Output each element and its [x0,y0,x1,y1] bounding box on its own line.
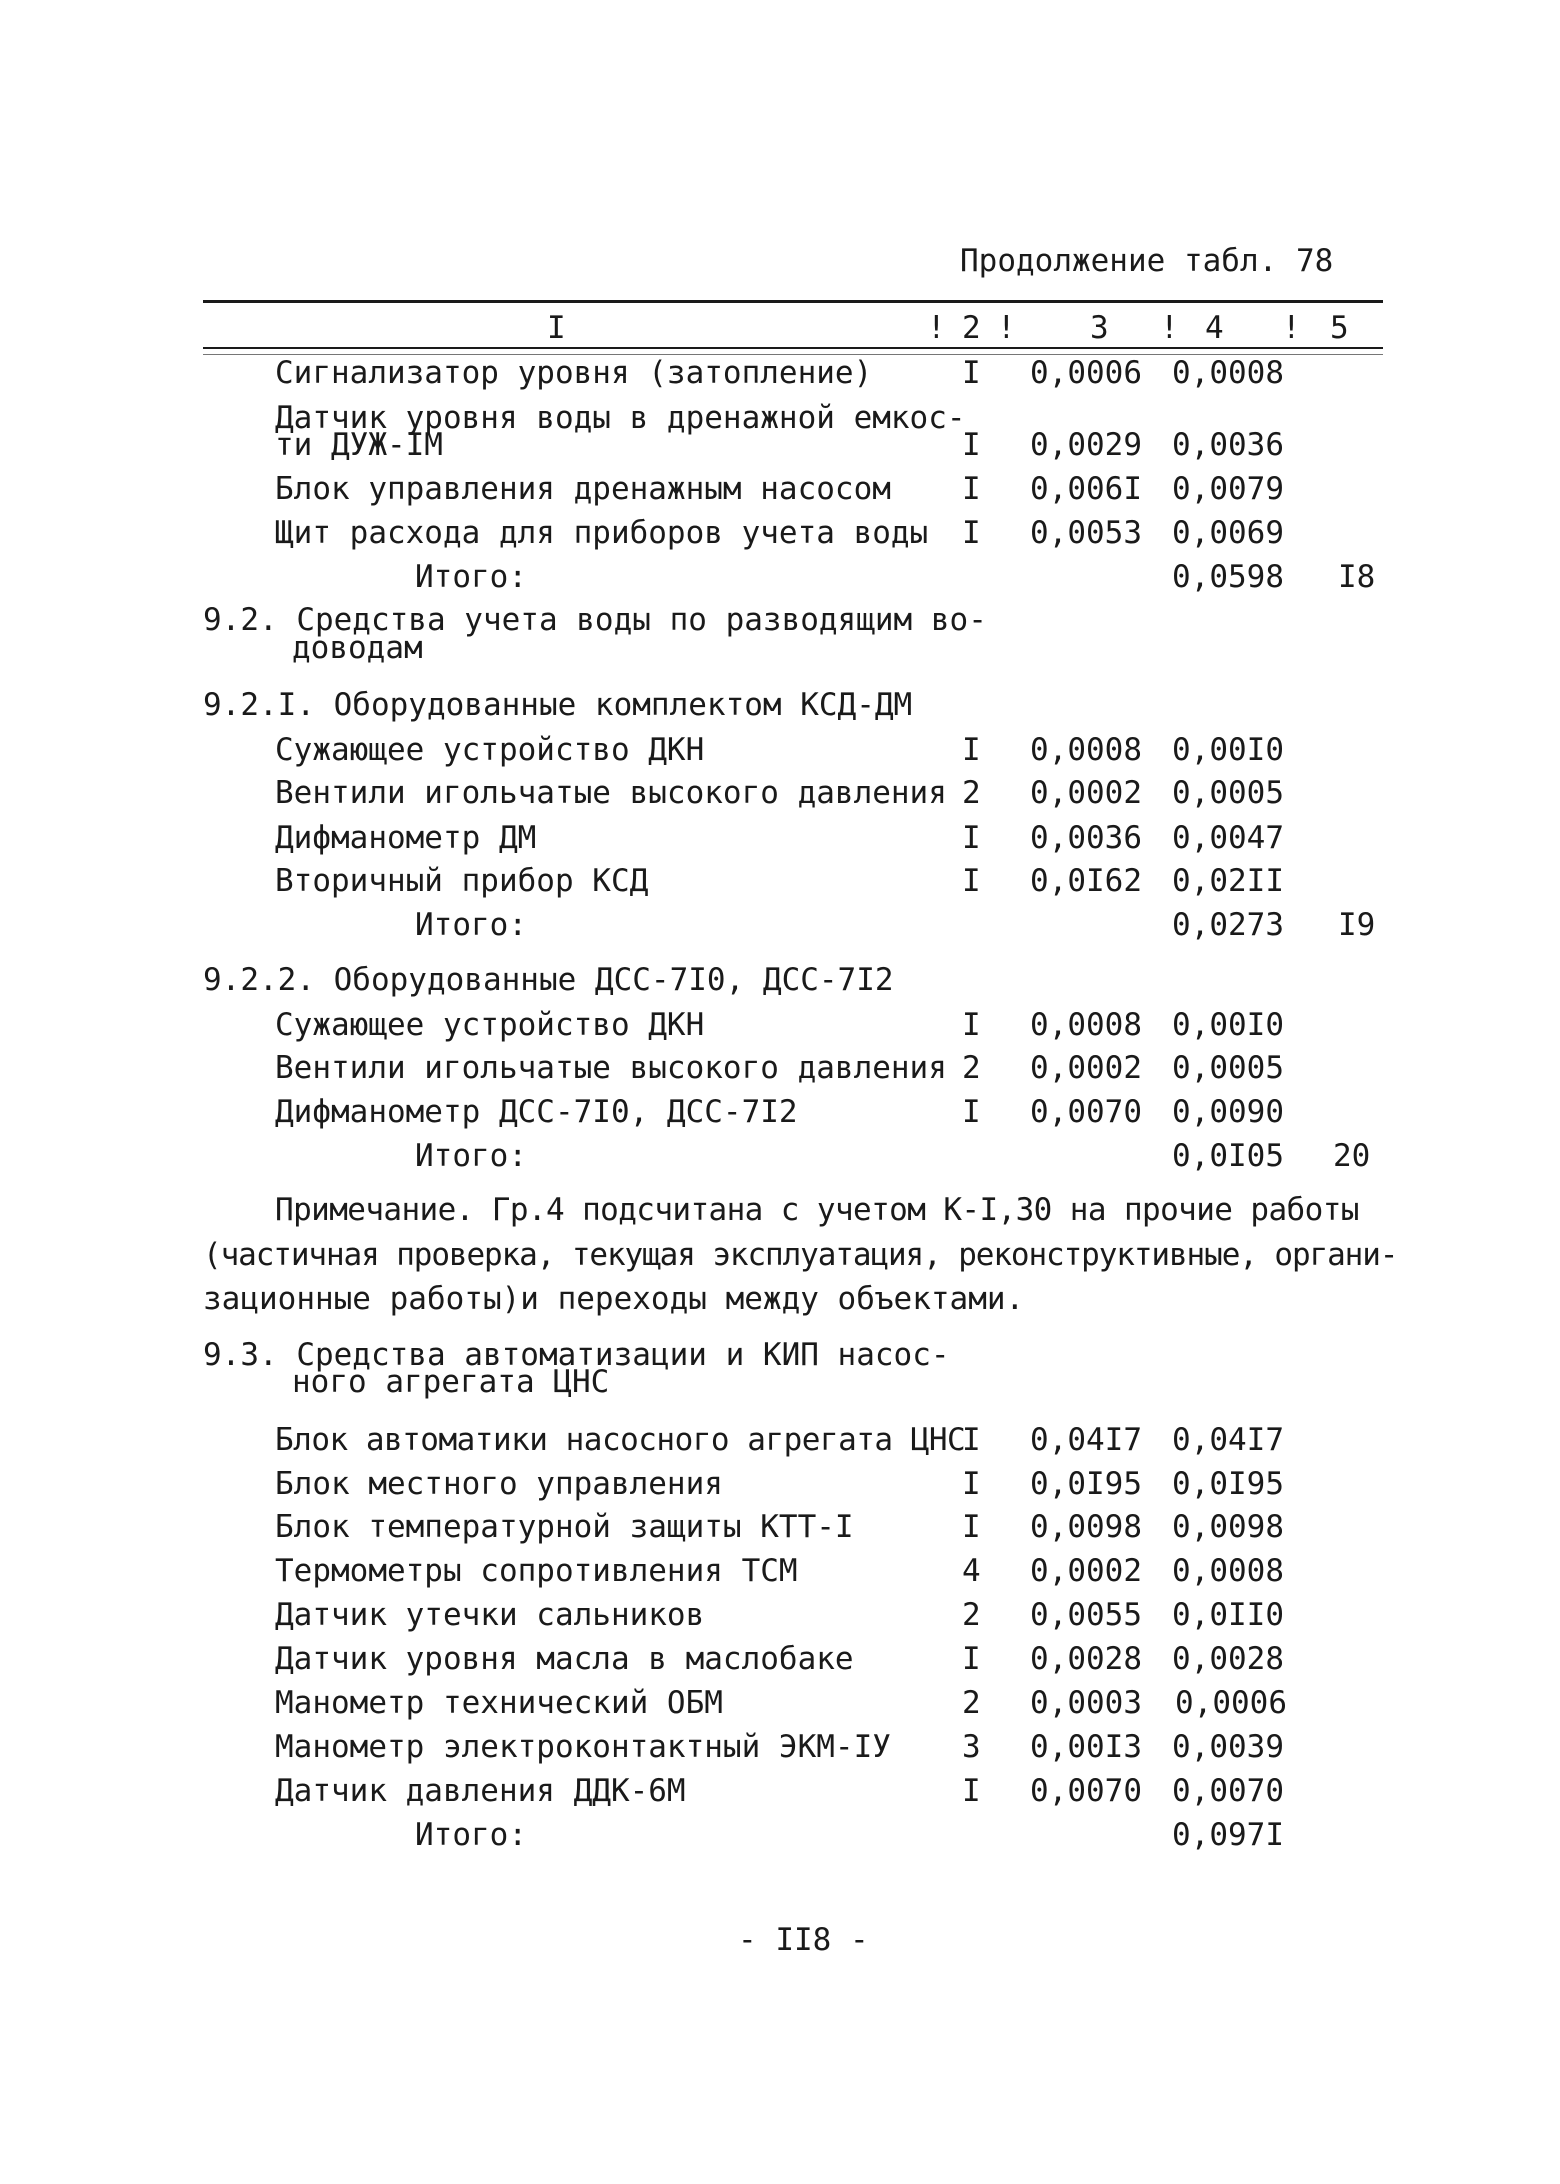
row-unit: 0,0I95 [1030,1466,1142,1502]
row-total: 0,0079 [1172,471,1284,507]
row-qty: I [962,863,981,899]
row-qty: I [962,1422,981,1458]
row-name: Блок температурной защиты КТТ-I [275,1509,854,1545]
row-unit: 0,0008 [1030,1007,1142,1043]
subsection-heading: 9.2.2. Оборудованные ДСС-7I0, ДСС-7I2 [203,962,894,998]
section-heading-line1: 9.3. Средства автоматизации и КИП насос- [203,1337,950,1373]
row-name: Вторичный прибор КСД [275,863,649,899]
row-total: 0,0005 [1172,1050,1284,1086]
row-total: 0,0070 [1172,1773,1284,1809]
subtotal-label: Итого: [415,907,527,943]
header-sep-4: ! [1282,310,1301,346]
subtotal-ref: I9 [1338,907,1376,943]
row-unit: 0,0008 [1030,732,1142,768]
row-name: Щит расхода для приборов учета воды [275,515,929,551]
row-qty: 2 [962,1685,981,1721]
row-name: Блок местного управления [275,1466,723,1502]
row-total: 0,0028 [1172,1641,1284,1677]
row-unit: 0,0006 [1030,355,1142,391]
row-unit: 0,006I [1030,471,1142,507]
row-total: 0,02II [1172,863,1284,899]
subtotal-label: Итого: [415,1817,527,1853]
row-name: Манометр технический ОБМ [275,1685,723,1721]
row-unit: 0,0070 [1030,1094,1142,1130]
row-unit: 0,0036 [1030,820,1142,856]
row-name: Блок управления дренажным насосом [275,471,891,507]
header-sep-1: ! [927,310,946,346]
subsection-heading: 9.2.I. Оборудованные комплектом КСД-ДМ [203,687,913,723]
row-name-line1: Датчик уровня воды в дренажной емкос- [275,400,966,436]
row-total: 0,0005 [1172,775,1284,811]
row-qty: I [962,820,981,856]
row-name: Дифманометр ДМ [275,820,537,856]
row-qty: 3 [962,1729,981,1765]
row-unit: 0,0002 [1030,775,1142,811]
row-name: Термометры сопротивления ТСМ [275,1553,798,1589]
row-total: 0,0II0 [1172,1597,1284,1633]
row-name-line2: ти ДУЖ-IМ [275,427,443,463]
row-qty: I [962,355,981,391]
subtotal-ref: 20 [1333,1138,1371,1174]
row-unit: 0,0055 [1030,1597,1142,1633]
note-line-2: (частичная проверка, текущая эксплуатация, реконструктивные, органи- [203,1237,1398,1273]
row-qty: 4 [962,1553,981,1589]
row-unit: 0,00I3 [1030,1729,1142,1765]
row-total: 0,0006 [1175,1685,1287,1721]
subtotal-value: 0,097I [1172,1817,1284,1853]
row-qty: I [962,1007,981,1043]
row-total: 0,0039 [1172,1729,1284,1765]
row-unit: 0,0002 [1030,1553,1142,1589]
row-total: 0,0090 [1172,1094,1284,1130]
row-total: 0,00I0 [1172,732,1284,768]
header-col-5: 5 [1330,310,1349,346]
row-qty: I [962,1509,981,1545]
continuation-header: Продолжение табл. 78 [960,243,1334,279]
row-qty: I [962,471,981,507]
note-line-3: зационные работы)и переходы между объектами. [203,1281,1025,1317]
row-name: Сужающее устройство ДКН [275,732,705,768]
subtotal-value: 0,0I05 [1172,1138,1284,1174]
row-name: Дифманометр ДСС-7I0, ДСС-7I2 [275,1094,798,1130]
row-unit: 0,0098 [1030,1509,1142,1545]
row-name: Датчик уровня масла в маслобаке [275,1641,854,1677]
header-col-2: 2 [962,310,981,346]
row-unit: 0,0003 [1030,1685,1142,1721]
row-unit: 0,0I62 [1030,863,1142,899]
row-total: 0,0I95 [1172,1466,1284,1502]
row-name: Сужающее устройство ДКН [275,1007,705,1043]
row-name: Сигнализатор уровня (затопление) [275,355,873,391]
row-total: 0,0036 [1172,427,1284,463]
row-unit: 0,0029 [1030,427,1142,463]
subtotal-label: Итого: [415,1138,527,1174]
row-qty: I [962,1466,981,1502]
section-heading-line1: 9.2. Средства учета воды по разводящим во- [203,602,987,638]
row-qty: 2 [962,775,981,811]
header-sep-3: ! [1160,310,1179,346]
row-qty: I [962,1773,981,1809]
row-unit: 0,04I7 [1030,1422,1142,1458]
row-unit: 0,0028 [1030,1641,1142,1677]
row-unit: 0,0053 [1030,515,1142,551]
header-col-1: I [547,310,566,346]
subtotal-value: 0,0273 [1172,907,1284,943]
subtotal-label: Итого: [415,559,527,595]
header-bottom-rule [203,347,1383,349]
row-qty: 2 [962,1597,981,1633]
row-name: Блок автоматики насосного агрегата ЦНС [275,1422,966,1458]
row-qty: I [962,515,981,551]
row-total: 0,0008 [1172,1553,1284,1589]
row-name: Манометр электроконтактный ЭКМ-IУ [275,1729,891,1765]
row-qty: I [962,1641,981,1677]
header-top-rule [203,300,1383,303]
row-name: Вентили игольчатые высокого давления [275,1050,947,1086]
row-total: 0,04I7 [1172,1422,1284,1458]
header-col-3: 3 [1090,310,1109,346]
section-heading-line2: ного агрегата ЦНС [292,1364,610,1400]
row-total: 0,0008 [1172,355,1284,391]
header-sep-2: ! [997,310,1016,346]
row-name: Датчик давления ДДК-6М [275,1773,686,1809]
row-total: 0,0047 [1172,820,1284,856]
row-qty: 2 [962,1050,981,1086]
row-total: 0,0069 [1172,515,1284,551]
row-qty: I [962,1094,981,1130]
row-qty: I [962,732,981,768]
page-number: - II8 - [738,1922,869,1958]
row-qty: I [962,427,981,463]
row-unit: 0,0002 [1030,1050,1142,1086]
subtotal-value: 0,0598 [1172,559,1284,595]
section-heading-line2: доводам [292,630,423,666]
note-line-1: Примечание. Гр.4 подсчитана с учетом К-I,30 на прочие работы [275,1192,1359,1228]
row-total: 0,00I0 [1172,1007,1284,1043]
row-name: Датчик утечки сальников [275,1597,705,1633]
row-total: 0,0098 [1172,1509,1284,1545]
row-unit: 0,0070 [1030,1773,1142,1809]
subtotal-ref: I8 [1338,559,1376,595]
header-col-4: 4 [1205,310,1224,346]
row-name: Вентили игольчатые высокого давления [275,775,947,811]
